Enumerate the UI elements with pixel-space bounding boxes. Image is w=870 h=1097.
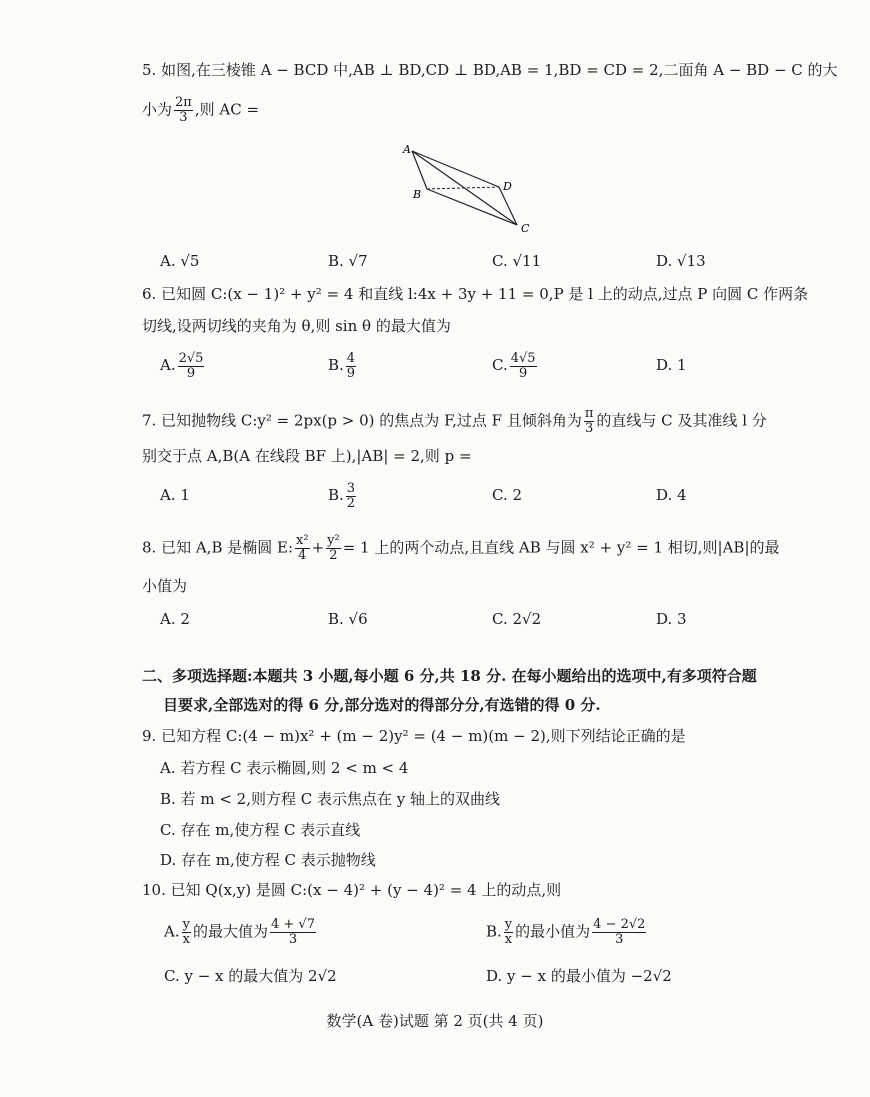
q10-a-yx-fraction [182,918,191,947]
q10-a-value-fraction [270,918,316,947]
q10-b-frac-den: x [504,932,513,947]
q10-b-frac-num: y [504,917,513,932]
q5-stem-line2 [142,96,800,125]
q7-option-b[interactable] [328,480,358,511]
q7-angle-den: 3 [584,421,594,436]
q10-a-val-num: 4 + √7 [270,917,315,932]
q8-option-d[interactable]: D. 3 [656,610,687,628]
q6-option-a[interactable] [160,350,206,381]
section2-heading-line2: 目要求,全部选对的得 6 分,部分选对的得部分分,有选错的得 0 分. [163,696,601,714]
q6-stem-line2: 切线,设两切线的夹角为 θ,则 sin θ 的最大值为 [142,317,451,335]
page-footer: 数学(A 卷)试题 第 2 页(共 4 页) [326,1012,544,1030]
label-d: D [503,180,512,193]
q10-a-mid: 的最大值为 [192,922,268,941]
q7-b-num: 3 [346,480,356,496]
q6-a-fraction [178,352,205,381]
q10-a-val-den: 3 [288,932,298,947]
q7-angle-fraction [584,407,595,436]
q9-option-c[interactable]: C. 存在 m,使方程 C 表示直线 [160,821,361,839]
label-b: B [413,188,422,201]
q6-a-den: 9 [186,365,196,381]
q8-ellipse-frac-x [295,534,310,563]
q8-options [160,604,820,634]
section2-heading-line1: 二、多项选择题:本题共 3 小题,每小题 6 分,共 18 分. 在每小题给出的选项中,有多项符合题 [142,667,757,685]
q6-option-c[interactable] [492,350,539,381]
q8-stem1-pre: 8. 已知 A,B 是椭圆 E: [142,538,294,557]
q7-stem-line1 [142,407,800,436]
q7-b-fraction [346,482,356,511]
q6-a-label: A. [160,356,176,374]
q5-option-c[interactable]: C. √11 [492,252,542,270]
q8-option-b[interactable]: B. √6 [328,610,368,628]
q7-options [160,480,820,510]
q6-options [160,350,820,380]
q8-plus: + [311,538,325,557]
q5-stem-line1: 5. 如图,在三棱锥 A − BCD 中,AB ⊥ BD,CD ⊥ BD,AB = 1,BD = CD = 2,二面角 A − BD − C 的大 [142,61,838,79]
q6-option-d[interactable]: D. 1 [656,356,687,374]
q5-option-a[interactable]: A. √5 [160,252,200,270]
q8-frac1-num: x² [296,533,309,548]
q6-option-b[interactable] [328,350,358,381]
q10-a-label: A. [164,922,180,941]
q8-stem1-post: = 1 上的两个动点,且直线 AB 与圆 x² + y² = 1 相切,则|AB|的最 [342,538,780,557]
q6-c-num: 4√5 [510,350,536,366]
q10-option-a[interactable] [164,918,318,947]
q6-b-fraction [346,352,356,381]
q9-option-a[interactable]: A. 若方程 C 表示椭圆,则 2 < m < 4 [160,759,409,777]
q6-b-den: 9 [346,365,356,381]
q6-stem-line1: 6. 已知圆 C:(x − 1)² + y² = 4 和直线 l:4x + 3y + 11 = 0,P 是 l 上的动点,过点 P 向圆 C 作两条 [142,285,809,303]
q5-option-d[interactable]: D. √13 [656,252,706,270]
q7-b-den: 2 [346,495,356,511]
q7-stem1-post: 的直线与 C 及其准线 l 分 [596,411,767,430]
q7-option-c[interactable]: C. 2 [492,486,523,504]
q7-b-label: B. [328,486,344,504]
q7-option-a[interactable]: A. 1 [160,486,190,504]
edge-bc [427,189,517,225]
label-a: A [403,143,411,156]
q7-stem1-pre: 7. 已知抛物线 C:y² = 2px(p > 0) 的焦点为 F,过点 F 且倾斜角为 [142,411,582,430]
q9-option-d[interactable]: D. 存在 m,使方程 C 表示抛物线 [160,851,376,869]
q8-option-a[interactable]: A. 2 [160,610,190,628]
q9-option-b[interactable]: B. 若 m < 2,则方程 C 表示焦点在 y 轴上的双曲线 [160,790,500,808]
q10-option-b[interactable] [486,918,648,947]
q10-b-value-fraction [592,918,646,947]
q6-a-num: 2√5 [178,350,204,366]
q6-b-label: B. [328,356,344,374]
q10-option-d[interactable]: D. y − x 的最小值为 −2√2 [486,967,672,985]
q5-angle-den: 3 [179,110,188,125]
q10-b-val-den: 3 [615,932,624,947]
q5-option-b[interactable]: B. √7 [328,252,368,270]
q10-b-yx-fraction [504,918,513,947]
q10-b-label: B. [486,922,502,941]
q8-ellipse-frac-y [326,534,341,563]
q10-b-val-num: 4 − 2√2 [593,917,646,932]
q7-angle-num: π [584,406,594,421]
label-c: C [521,222,530,235]
q8-stem-line1 [142,534,800,563]
q10-a-frac-num: y [182,917,190,932]
q7-option-d[interactable]: D. 4 [656,486,687,504]
q10-b-mid: 的最小值为 [515,922,591,941]
q5-tetrahedron-figure [395,140,540,235]
q6-b-num: 4 [346,350,356,366]
q6-c-label: C. [492,356,508,374]
q10-stem: 10. 已知 Q(x,y) 是圆 C:(x − 4)² + (y − 4)² = 4 上的动点,则 [142,881,562,899]
q9-stem: 9. 已知方程 C:(4 − m)x² + (m − 2)y² = (4 − m)(m − 2),则下列结论正确的是 [142,727,686,745]
q6-c-den: 9 [518,365,528,381]
q7-stem-line2: 别交于点 A,B(A 在线段 BF 上),|AB| = 2,则 p = [142,447,472,465]
q6-c-fraction [510,352,537,381]
q8-option-c[interactable]: C. 2√2 [492,610,542,628]
q8-frac1-den: 4 [298,548,307,563]
q8-stem-line2: 小值为 [142,577,188,595]
q8-frac2-den: 2 [329,548,338,563]
q10-option-c[interactable]: C. y − x 的最大值为 2√2 [164,967,337,985]
q5-angle-fraction [174,96,193,125]
q5-angle-num: 2π [175,95,192,110]
q10-a-frac-den: x [182,932,190,947]
q8-frac2-num: y² [327,533,340,548]
q5-options [160,246,820,276]
q5-stem2-post: ,则 AC = [194,100,260,119]
q5-stem2-pre: 小为 [142,100,173,119]
